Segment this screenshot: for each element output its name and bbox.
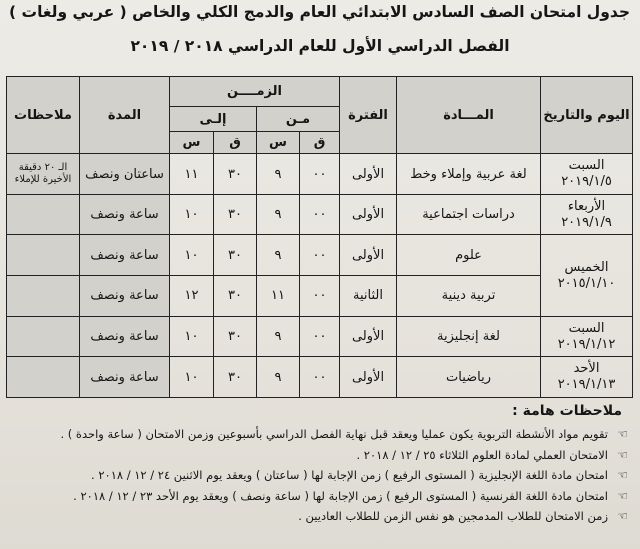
period-cell: الأولى xyxy=(340,154,397,195)
pointing-hand-icon: ☜ xyxy=(617,447,628,462)
period-cell: الأولى xyxy=(340,357,397,398)
header-to: إلـى xyxy=(170,107,257,131)
to-minutes-cell: ٣٠ xyxy=(214,235,257,276)
period-cell: الأولى xyxy=(340,316,397,357)
table-row xyxy=(7,194,633,235)
duration-cell: ساعة ونصف xyxy=(80,316,170,357)
note-cell xyxy=(7,235,80,276)
header-period: الفترة xyxy=(340,77,397,154)
duration-cell: ساعة ونصف xyxy=(80,194,170,235)
table-row xyxy=(7,276,633,317)
subject-cell: تربية دينية xyxy=(397,276,541,317)
table-row xyxy=(7,235,633,276)
table-row xyxy=(7,357,633,398)
day-date-cell xyxy=(541,316,633,357)
notes-list xyxy=(8,424,628,527)
header-time: الزمــــن xyxy=(170,77,340,107)
header-from-hours: س xyxy=(257,131,300,153)
header-from-minutes: ق xyxy=(300,131,340,153)
note-cell xyxy=(7,316,80,357)
list-item xyxy=(8,486,628,507)
from-hours-cell: ٩ xyxy=(257,357,300,398)
table-row xyxy=(7,154,633,195)
note-text: تقويم مواد الأنشطة التربوية يكون عمليا ويعقد قبل نهاية الفصل الدراسي بأسبوعين وزمن الامتحان ( ساعة واحدة ) . xyxy=(60,427,608,441)
note-text: امتحان مادة اللغة الفرنسية ( المستوى الرفيع ) زمن الإجابة لها ( ساعة ونصف ) ويعقد يوم الأحد ٢٣ / ١٢ / ٢٠١٨ . xyxy=(73,488,608,503)
duration-cell: ساعتان ونصف xyxy=(80,154,170,195)
day-date-cell xyxy=(541,357,633,398)
date-label: ٢٠١٩/١/١٢ xyxy=(557,336,616,352)
day-label: السبت xyxy=(568,320,605,336)
date-label: ٢٠١٩/١/٥ xyxy=(561,174,612,189)
header-day-date: اليوم والتاريخ xyxy=(541,77,633,154)
from-minutes-cell: ٠٠ xyxy=(300,316,340,357)
from-minutes-cell: ٠٠ xyxy=(300,357,340,398)
period-cell: الأولى xyxy=(340,235,397,276)
from-minutes-cell: ٠٠ xyxy=(300,154,340,195)
from-minutes-cell: ٠٠ xyxy=(300,276,340,317)
header-from: مـن xyxy=(257,107,340,131)
to-hours-cell: ١٠ xyxy=(170,194,214,235)
day-label: الأحد xyxy=(573,361,600,377)
to-minutes-cell: ٣٠ xyxy=(214,316,257,357)
to-hours-cell: ١٠ xyxy=(170,235,214,276)
day-label: الخميس xyxy=(564,259,609,275)
day-date-cell xyxy=(541,154,633,195)
day-date-cell xyxy=(541,235,633,316)
from-hours-cell: ٩ xyxy=(257,316,300,357)
to-minutes-cell: ٣٠ xyxy=(214,154,257,195)
header-to-minutes: ق xyxy=(214,131,257,153)
list-item xyxy=(8,424,628,445)
date-label: ٢٠١٩/١/١٣ xyxy=(557,377,616,393)
page-title: جدول امتحان الصف السادس الابتدائي العام والدمج الكلي والخاص ( عربي ولغات ) xyxy=(9,3,630,21)
to-hours-cell: ١٢ xyxy=(170,276,214,317)
note-cell: الـ ٢٠ دقيقة الأخيرة للإملاء xyxy=(7,154,80,195)
header-notes: ملاحظات xyxy=(7,77,80,154)
note-text: امتحان مادة اللغة الإنجليزية ( المستوى الرفيع ) زمن الإجابة لها ( ساعتان ) ويعقد يوم الاثنين ٢٤ / ١٢ / ٢٠١٨ . xyxy=(91,468,608,482)
to-hours-cell: ١٠ xyxy=(170,357,214,398)
subject-cell: علوم xyxy=(397,235,541,276)
day-date-cell xyxy=(541,194,633,235)
header-to-hours: س xyxy=(170,131,214,153)
to-minutes-cell: ٣٠ xyxy=(214,357,257,398)
pointing-hand-icon: ☜ xyxy=(617,509,628,523)
pointing-hand-icon: ☜ xyxy=(617,488,628,503)
list-item xyxy=(8,465,628,486)
list-item xyxy=(8,445,628,466)
duration-cell: ساعة ونصف xyxy=(80,357,170,398)
page-subtitle: الفصل الدراسي الأول للعام الدراسي ٢٠١٨ / ٢٠١٩ xyxy=(130,37,510,55)
date-label: ٢٠١٥/١/١٠ xyxy=(557,275,616,291)
from-hours-cell: ٩ xyxy=(257,194,300,235)
subject-cell: دراسات اجتماعية xyxy=(397,194,541,235)
period-cell: الأولى xyxy=(340,194,397,235)
from-hours-cell: ١١ xyxy=(257,276,300,317)
subject-cell: لغة إنجليزية xyxy=(397,316,541,357)
duration-cell: ساعة ونصف xyxy=(80,235,170,276)
exam-schedule-table xyxy=(6,76,633,398)
from-minutes-cell: ٠٠ xyxy=(300,235,340,276)
pointing-hand-icon: ☜ xyxy=(617,427,628,441)
duration-cell: ساعة ونصف xyxy=(80,276,170,317)
to-hours-cell: ١١ xyxy=(170,154,214,195)
from-hours-cell: ٩ xyxy=(257,154,300,195)
subject-cell: رياضيات xyxy=(397,357,541,398)
pointing-hand-icon: ☜ xyxy=(617,468,628,482)
list-item xyxy=(8,506,628,527)
to-minutes-cell: ٣٠ xyxy=(214,276,257,317)
table-row xyxy=(7,316,633,357)
to-minutes-cell: ٣٠ xyxy=(214,194,257,235)
day-label: السبت xyxy=(568,158,605,173)
from-minutes-cell: ٠٠ xyxy=(300,194,340,235)
header-duration: المدة xyxy=(80,77,170,154)
to-hours-cell: ١٠ xyxy=(170,316,214,357)
date-label: ٢٠١٩/١/٩ xyxy=(561,214,612,230)
subject-cell: لغة عربية وإملاء وخط xyxy=(397,154,541,195)
header-subject: المـــادة xyxy=(397,77,541,154)
note-cell xyxy=(7,357,80,398)
note-text: زمن الامتحان للطلاب المدمجين هو نفس الزمن للطلاب العاديين . xyxy=(298,509,608,523)
notes-title: ملاحظات هامة : xyxy=(512,403,622,419)
note-cell xyxy=(7,194,80,235)
note-text: الامتحان العملي لمادة العلوم الثلاثاء ٢٥ / ١٢ / ٢٠١٨ . xyxy=(356,447,608,462)
period-cell: الثانية xyxy=(340,276,397,317)
note-cell xyxy=(7,276,80,317)
from-hours-cell: ٩ xyxy=(257,235,300,276)
day-label: الأربعاء xyxy=(567,198,606,214)
